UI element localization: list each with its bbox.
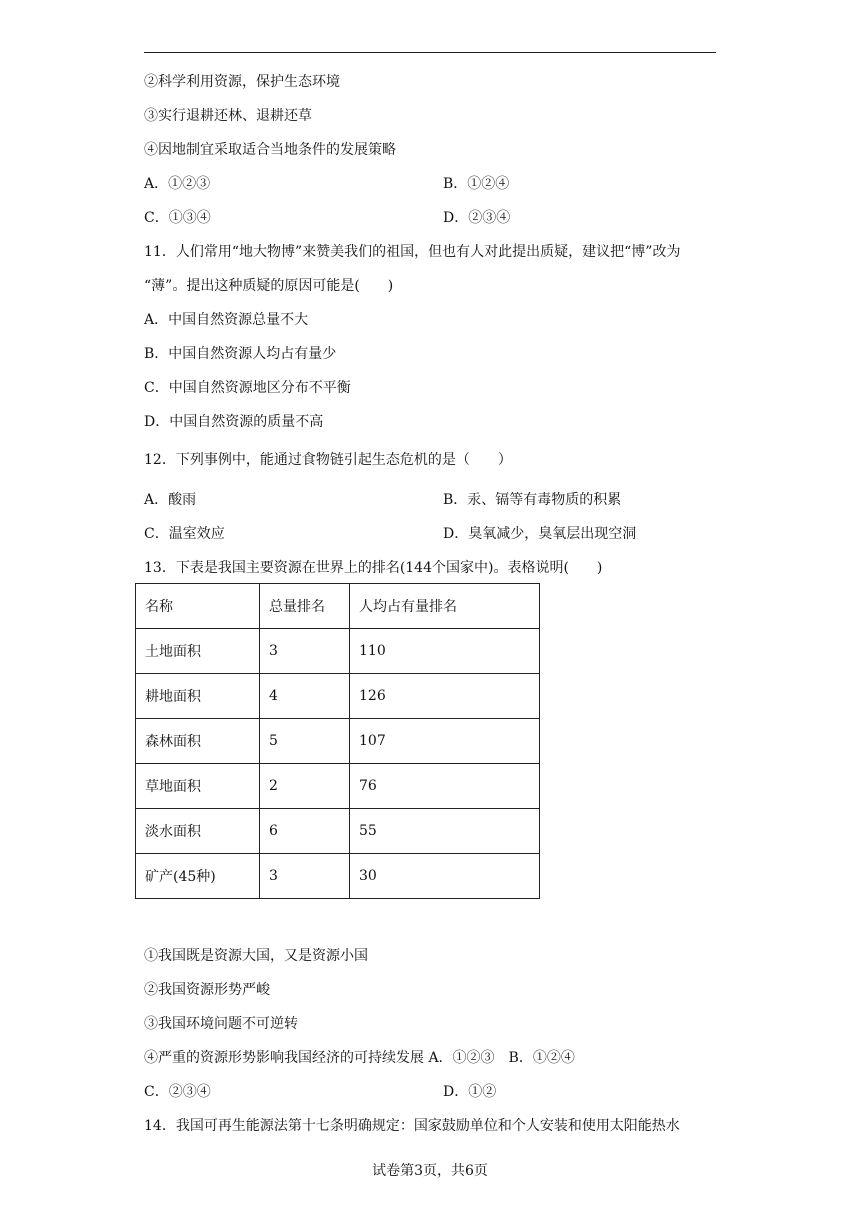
table-cell: 3 [260,629,350,674]
table-row [136,854,540,899]
table-row [136,719,540,764]
q10-item-3: ③实行退耕还林、退耕还草 [144,108,312,124]
table-cell: 3 [260,854,350,899]
table-cell: 6 [260,809,350,854]
page-footer: 试卷第3页，共6页 [372,1163,488,1179]
header-rule [144,52,716,53]
table-cell: 107 [350,719,540,764]
q13-item-4: ④严重的资源形势影响我国经济的可持续发展 A．①②③ B．①②④ [144,1050,575,1066]
table-header-cell: 名称 [136,584,260,629]
q12-stem: 12．下列事例中，能通过食物链引起生态危机的是（ ） [144,452,512,468]
q11-option-c: C．中国自然资源地区分布不平衡 [144,380,351,396]
table-cell: 55 [350,809,540,854]
table-cell: 淡水面积 [136,809,260,854]
table-row [136,764,540,809]
q12-option-b: B．汞、镉等有毒物质的积累 [443,492,622,508]
q10-item-2: ②科学利用资源，保护生态环境 [144,74,340,90]
q10-option-c: C．①③④ [144,210,211,226]
table-cell: 30 [350,854,540,899]
q10-option-a: A．①②③ [144,176,211,192]
table-row [136,674,540,719]
q10-item-4: ④因地制宜采取适合当地条件的发展策略 [144,142,396,158]
table-cell: 4 [260,674,350,719]
q12-option-d: D．臭氧减少，臭氧层出现空洞 [443,526,637,542]
q13-option-d: D．①② [443,1084,497,1100]
q13-item-1: ①我国既是资源大国，又是资源小国 [144,948,368,964]
q13-item-2: ②我国资源形势严峻 [144,982,270,998]
table-cell: 矿产(45种) [136,854,260,899]
table-cell: 5 [260,719,350,764]
q14-stem-line-1: 14．我国可再生能源法第十七条明确规定：国家鼓励单位和个人安装和使用太阳能热水 [144,1118,680,1134]
table-header-row [136,584,540,629]
resource-ranking-table [135,583,540,899]
q13-option-c: C．②③④ [144,1084,211,1100]
q13-item-3: ③我国环境问题不可逆转 [144,1016,298,1032]
table-cell: 126 [350,674,540,719]
q12-option-a: A．酸雨 [144,492,197,508]
q11-option-a: A．中国自然资源总量不大 [144,312,309,328]
q11-stem-line-1: 11．人们常用“地大物博”来赞美我们的祖国，但也有人对此提出质疑，建议把“博”改为 [144,244,681,260]
q10-option-d: D．②③④ [443,210,511,226]
table-cell: 110 [350,629,540,674]
q12-option-c: C．温室效应 [144,526,225,542]
table-cell: 耕地面积 [136,674,260,719]
table-cell: 土地面积 [136,629,260,674]
table-row [136,629,540,674]
q13-stem: 13．下表是我国主要资源在世界上的排名(144个国家中)。表格说明( ) [144,560,603,576]
q11-option-b: B．中国自然资源人均占有量少 [144,346,337,362]
q11-stem-line-2: “薄”。提出这种质疑的原因可能是( ) [144,278,394,294]
table-cell: 2 [260,764,350,809]
table-cell: 森林面积 [136,719,260,764]
q10-option-b: B．①②④ [443,176,510,192]
table-header-cell: 人均占有量排名 [350,584,540,629]
table-cell: 草地面积 [136,764,260,809]
table-cell: 76 [350,764,540,809]
q11-option-d: D．中国自然资源的质量不高 [144,414,324,430]
table-row [136,809,540,854]
table-header-cell: 总量排名 [260,584,350,629]
